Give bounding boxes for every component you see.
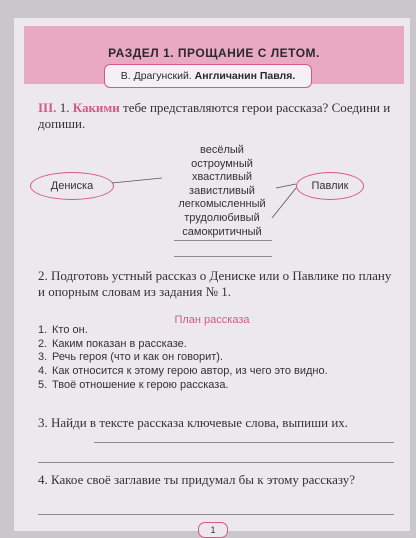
adjective-word: самокритичный xyxy=(182,225,262,238)
task-1-highlight: Какими xyxy=(72,100,120,115)
character-oval-pavlik xyxy=(296,172,364,200)
adjective-word: хвастливый xyxy=(191,171,253,184)
plan-item-number: 4. xyxy=(38,365,48,378)
story-title: Англичанин Павля. xyxy=(194,70,296,82)
task-2: 2. Подготовь устный рассказ о Дениске или о Павлике по плану и опорным словам из задания № 1. xyxy=(38,268,392,299)
adjective-list xyxy=(152,144,292,239)
page-number: 1 xyxy=(198,522,228,538)
task-1-number: 1. xyxy=(59,100,70,115)
task-roman-numeral: III. xyxy=(38,100,57,115)
answer-line[interactable] xyxy=(38,514,394,515)
adjective-word: завистливый xyxy=(189,184,255,197)
task-4: 4. Какое своё заглавие ты придумал бы к этому рассказу? xyxy=(38,472,355,487)
task-1 xyxy=(38,100,394,132)
plan-item-text: Речь героя (что и как он говорит). xyxy=(52,351,223,364)
plan-item-number: 3. xyxy=(38,351,48,364)
plan-item-number: 2. xyxy=(38,337,48,350)
plan-item xyxy=(38,324,398,337)
section-title: РАЗДЕЛ 1. ПРОЩАНИЕ С ЛЕТОМ. xyxy=(108,46,320,60)
plan-item xyxy=(38,365,398,378)
plan-list xyxy=(38,324,398,393)
character-oval-deniska xyxy=(30,172,114,200)
story-author: В. Драгунский. xyxy=(120,70,192,82)
answer-line[interactable] xyxy=(174,256,272,257)
plan-item-text: Кто он. xyxy=(52,324,88,336)
workbook-page xyxy=(14,18,410,535)
plan-item-text: Как относится к этому герою автор, из чего это видно. xyxy=(52,365,328,378)
plan-item xyxy=(38,338,398,351)
adjective-word: весёлый xyxy=(200,144,244,156)
adjective-word: остроумный xyxy=(191,157,253,170)
adjective-word: легкомысленный xyxy=(178,198,266,211)
plan-item-number: 1. xyxy=(38,324,48,336)
character-name-deniska: Дениска xyxy=(50,180,94,192)
plan-item xyxy=(38,351,398,364)
answer-line[interactable] xyxy=(38,462,394,463)
plan-item-text: Каким показан в рассказе. xyxy=(52,337,187,350)
character-name-pavlik: Павлик xyxy=(311,180,349,192)
answer-line[interactable] xyxy=(94,442,394,443)
task-3: 3. Найди в тексте рассказа ключевые слова, выпиши их. xyxy=(38,415,349,430)
plan-item xyxy=(38,379,398,392)
plan-item-text: Твоё отношение к герою рассказа. xyxy=(52,378,229,391)
task-1-text: тебе представляются герои рассказа? Соедини и допиши. xyxy=(38,100,391,131)
story-title-box xyxy=(104,64,312,88)
answer-line[interactable] xyxy=(174,240,272,241)
plan-item-number: 5. xyxy=(38,378,48,391)
plan-title: План рассказа xyxy=(174,314,250,326)
adjective-word: трудолюбивый xyxy=(184,211,260,224)
